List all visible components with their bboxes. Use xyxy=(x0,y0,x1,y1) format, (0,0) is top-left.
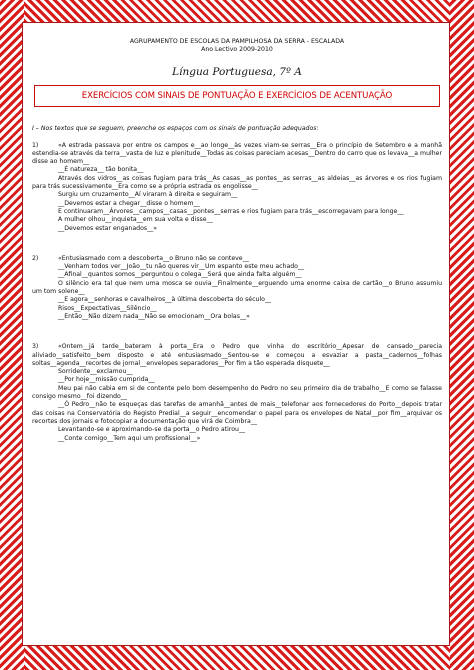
exercise-line: «Entusiasmado com a descoberta__o Bruno não se conteve__ xyxy=(58,254,249,262)
exercise-line: __Afinal__quantos somos__perguntou o colega__Será que ainda falta alguém__ xyxy=(58,271,302,279)
page-title: EXERCÍCIOS COM SINAIS DE PONTUAÇÃO E EXERCÍCIOS DE ACENTUAÇÃO xyxy=(34,85,440,107)
exercise-1 xyxy=(32,142,442,233)
exercise-2 xyxy=(32,255,442,321)
exercise-line: Através dos vidros__as coisas fugiam para trás__As casas__as pontes__as serras__as aldeias__as árvores e os rios fugiam para trás sucessivamente__Era como se a própria estrada os engolisse__ xyxy=(32,174,442,191)
decorative-border-right xyxy=(450,0,474,670)
exercise-line: __Devemos estar enganados__» xyxy=(58,224,158,232)
exercise-line: __Devemos estar a chegar__disse o homem__ xyxy=(58,199,200,207)
exercise-line: Risos__Expectativas__Silêncio__ xyxy=(58,304,157,312)
exercise-line: __Venham todos ver__João__tu não queres vir__Um espanto este meu achado__ xyxy=(58,263,305,271)
exercise-line: E continuaram__Árvores__campos__casas__pontes__serras e rios fugiam para trás__escorregavam para longe__ xyxy=(58,207,404,215)
decorative-border-top xyxy=(0,0,474,24)
exercise-line: __Por hoje__missão cumprida__ xyxy=(58,376,155,384)
document-body xyxy=(32,38,442,447)
exercise-line: «Ontem__já tarde__bateram à porta__Era o Pedro que vinha do escritório__Apesar de cansado__parecia aliviado__satisfeito__bem disposto e até entusiasmado__Sentou-se e começou a esvaziar a pasta__cadernos__folhas soltas__agenda__recortes de jornal__envelopes separadores__Por fim a tão esperada disquete__ xyxy=(32,343,442,367)
exercise-line: Meu pai não cabia em si de contente pelo bom desempenho do Pedro no seu primeiro dia de trabalho__E como se falasse consigo mesmo__foi dizendo__ xyxy=(32,384,442,401)
exercise-line: __Então__Não dizem nada__Não se emocionam__Ora bolas__» xyxy=(58,312,250,320)
exercise-number: 1) xyxy=(32,141,39,149)
exercise-number: 2) xyxy=(32,254,39,262)
instruction-text: I – Nos textos que se seguem, preenche os espaços com os sinais de pontuação adequados: xyxy=(32,125,319,133)
exercise-number: 3) xyxy=(32,343,39,351)
decorative-border-bottom xyxy=(0,646,474,670)
exercise-line: A mulher olhou__inquieta__em sua volta e disse__ xyxy=(58,216,213,224)
exercise-line: Sorridente__exclamou__ xyxy=(58,368,133,376)
exercise-line: __É natureza__ tão bonita__ xyxy=(58,166,144,174)
exercise-line: «A estrada passava por entre os campos e__ao longe__às vezes viam-se serras__Era o princípio de Setembro e a manhã estendia-se através da terra__vasta de luz e plenitude__Todas as coisas pareciam acesas__Dentro do carro que os levava__a mulher disse ao homem__ xyxy=(32,141,442,166)
exercise-line: Levantando-se e aproximando-se da porta__o Pedro atirou__ xyxy=(58,426,246,434)
school-name: AGRUPAMENTO DE ESCOLAS DA PAMPILHOSA DA SERRA - ESCALADA xyxy=(129,38,345,45)
subject-heading: Língua Portuguesa, 7º A xyxy=(172,66,302,78)
exercise-line: __E agora__senhoras e cavalheiros__à última descoberta do século__ xyxy=(58,296,272,304)
school-year: Ano Lectivo 2009-2010 xyxy=(201,46,273,53)
exercise-line: __Ó Pedro__não te esqueças das tarefas de amanhã__antes de mais__telefonar aos fornecedores do Porto__depois tratar das coisas na Conservatória do Registo Predial__a seguir__encomendar o papel para os envelopes de Natal__por fim__arquivar os recortes dos jornais e fotocopiar a documentação que virá de Coimbra__ xyxy=(32,401,442,425)
decorative-border-left xyxy=(0,0,24,670)
exercise-line: O silêncio era tal que nem uma mosca se ouvia__Finalmente__erguendo uma enorme caixa de cartão__o Bruno assumiu um tom solene__ xyxy=(32,279,442,296)
exercise-3 xyxy=(32,343,442,443)
exercise-line: __Conte comigo__Tem aqui um profissional__» xyxy=(58,434,201,442)
exercise-line: Surgiu um cruzamento__Aí viraram à direita e seguiram__ xyxy=(58,191,238,199)
